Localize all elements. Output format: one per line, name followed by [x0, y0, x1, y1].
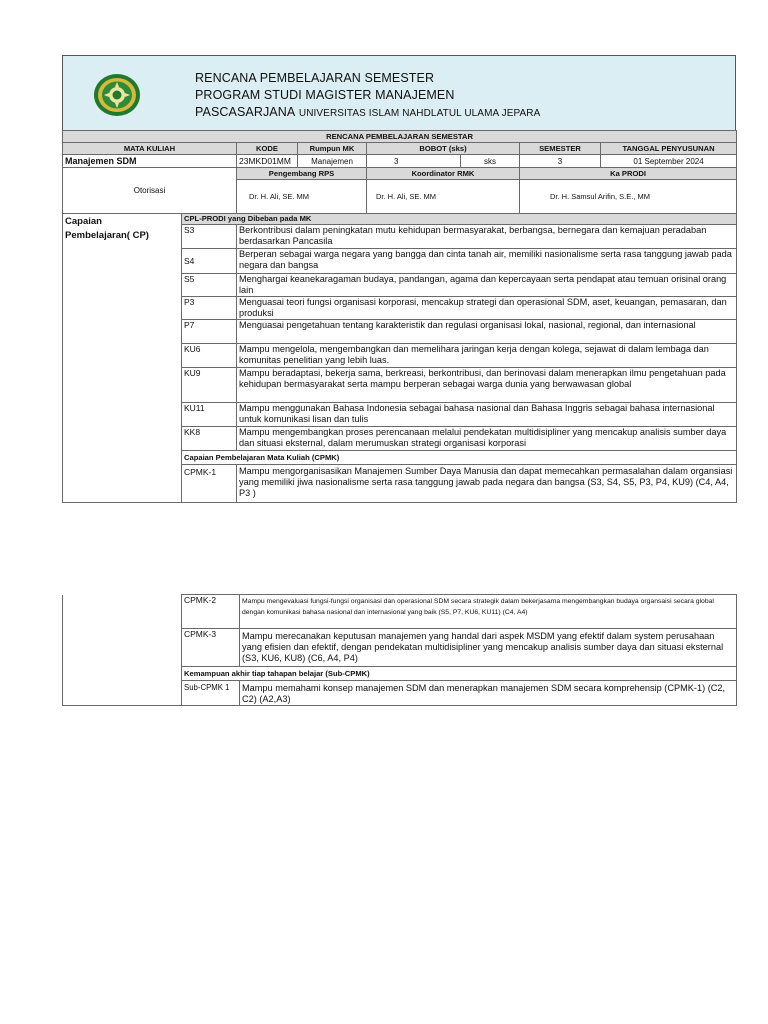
cpl-code: S4 — [182, 249, 237, 274]
rps-table — [62, 130, 737, 503]
cpmk-code: CPMK-2 — [182, 595, 240, 629]
cpmk-code: CPMK-3 — [182, 629, 240, 667]
header-program: PROGRAM STUDI MAGISTER MANAJEMEN — [195, 88, 455, 102]
cpl-text: Mampu beradaptasi, bekerja sama, berkreasi, berkontribusi, dan berinovasi dalam menerapkan ilmu pengetahuan pada kehidupan bermasyarakat serta mampu berperan sebagai warga dunia yang berwawasan global — [237, 368, 737, 403]
semester-value: 3 — [520, 155, 601, 168]
kaprodi-name: Dr. H. Samsul Arifin, S.E., MM — [520, 180, 737, 214]
cpmk-text: Mampu mengevaluasi fungsi-fungsi organisasi dan operasional SDM secara strategik dalam bekerjasama mengembangkan budaya organsaisi secara global dengan komunikasi bahasa nasional dan internasional yang baik (S5, P7, KU6, KU11) (C4, A4) — [240, 595, 737, 629]
kode-value: 23MKD01MM — [237, 155, 298, 168]
cpl-code: P3 — [182, 297, 237, 320]
cpl-code: S3 — [182, 225, 237, 249]
col-semester: SEMESTER — [520, 143, 601, 155]
cpl-text: Menghargai keanekaragaman budaya, pandangan, agama dan kepercayaan serta pendapat atau temuan orisinal orang lain — [237, 274, 737, 297]
cpmk-header: Capaian Pembelajaran Mata Kuliah (CPMK) — [182, 451, 737, 465]
bobot-unit: sks — [461, 155, 520, 168]
cp-label-cont — [63, 595, 182, 706]
sub-cpmk-text: Mampu memahami konsep manajemen SDM dan menerapkan manajemen SDM secara komprehensip (CPMK-1) (C2, C2) (A2,A3) — [240, 681, 737, 706]
cpl-code: S5 — [182, 274, 237, 297]
koordinator-header: Koordinator RMK — [367, 168, 520, 180]
cpl-text: Menguasai teori fungsi organisasi korporasi, mencakup strategi dan operasional SDM, aset, keuangan, pemasaran, dan produksi — [237, 297, 737, 320]
cpmk-text: Mampu mengorganisasikan Manajemen Sumber Daya Manusia dan dapat memecahkan permasalahan dalam organsiasi yang memiliki jiwa nasionalisme serta rasa tanggung jawab pada negara dan bangsa (S3, S4, S5, P3, P4, KU9) (C4, A4, P3 ) — [237, 465, 737, 503]
bobot-value: 3 — [367, 155, 461, 168]
cpl-text: Berperan sebagai warga negara yang bangga dan cinta tanah air, memiliki nasionalisme serta rasa tanggung jawab pada negara dan bangsa — [237, 249, 737, 274]
cpl-code: KK8 — [182, 427, 237, 451]
header-titles — [195, 70, 540, 122]
kaprodi-header: Ka PRODI — [520, 168, 737, 180]
cpmk-text: Mampu merecanakan keputusan manajemen yang handal dari aspek MSDM yang efektif dalam system perusahaan yang efisien dan efektif, dengan pendekatan multidisipliner yang mencakup analisis sumber daya dan situasi eksternal (S3, KU6, KU8) (C6, A4, P4) — [240, 629, 737, 667]
col-rumpun: Rumpun MK — [298, 143, 367, 155]
cp-label: Capaian Pembelajaran( CP) — [63, 214, 182, 503]
tanggal-value: 01 September 2024 — [601, 155, 737, 168]
cpl-text: Mampu mengembangkan proses perencanaan melalui pendekatan multidisipliner yang mencakup analisis sumber daya dan situasi eksternal, dalam merumuskan strategi organisasi korporasi — [237, 427, 737, 451]
otorisasi-label: Otorisasi — [63, 168, 237, 214]
col-kode: KODE — [237, 143, 298, 155]
koordinator-name: Dr. H. Ali, SE. MM — [367, 180, 520, 214]
cpl-code: KU6 — [182, 344, 237, 368]
cpl-text: Mampu menggunakan Bahasa Indonesia sebagai bahasa nasional dan Bahasa Inggris sebagai bahasa internasional untuk komunikasi lisan dan tulis — [237, 403, 737, 427]
sub-cpmk-code: Sub-CPMK 1 — [182, 681, 240, 706]
cpl-header: CPL-PRODI yang Dibeban pada MK — [182, 214, 737, 225]
mk-value: Manajemen SDM — [63, 155, 237, 168]
document-header — [62, 55, 736, 131]
sub-cpmk-header: Kemampuan akhir tiap tahapan belajar (Sub-CPMK) — [182, 667, 737, 681]
pengembang-name: Dr. H. Ali, SE. MM — [237, 180, 367, 214]
header-title: RENCANA PEMBELAJARAN SEMESTER — [195, 71, 435, 85]
col-mata-kuliah: MATA KULIAH — [63, 143, 237, 155]
cpl-text: Menguasai pengetahuan tentang karakteristik dan regulasi organisasi lokal, nasional, regional, dan internasional — [237, 320, 737, 344]
header-institution: PASCASARJANA UNIVERSITAS ISLAM NAHDLATUL ULAMA JEPARA — [195, 105, 541, 119]
cpl-text: Berkontribusi dalam peningkatan mutu kehidupan bermasyarakat, berbangsa, bernegara dan kemajuan peradaban berdasarkan Pancasila — [237, 225, 737, 249]
cpl-text: Mampu mengelola, mengembangkan dan memelihara jaringan kerja dengan kolega, sejawat di dalam lembaga dan komunitas penelitian yang lebih luas. — [237, 344, 737, 368]
cpl-code: KU11 — [182, 403, 237, 427]
col-bobot: BOBOT (sks) — [367, 143, 520, 155]
cpmk-code: CPMK-1 — [182, 465, 237, 503]
cpl-code: KU9 — [182, 368, 237, 403]
rumpun-value: Manajemen — [298, 155, 367, 168]
pengembang-header: Pengembang RPS — [237, 168, 367, 180]
university-logo-icon — [93, 73, 141, 117]
col-tanggal: TANGGAL PENYUSUNAN — [601, 143, 737, 155]
rps-table-continued — [62, 594, 737, 706]
cpl-code: P7 — [182, 320, 237, 344]
doc-title: RENCANA PEMBELAJARAN SEMESTAR — [63, 131, 737, 143]
